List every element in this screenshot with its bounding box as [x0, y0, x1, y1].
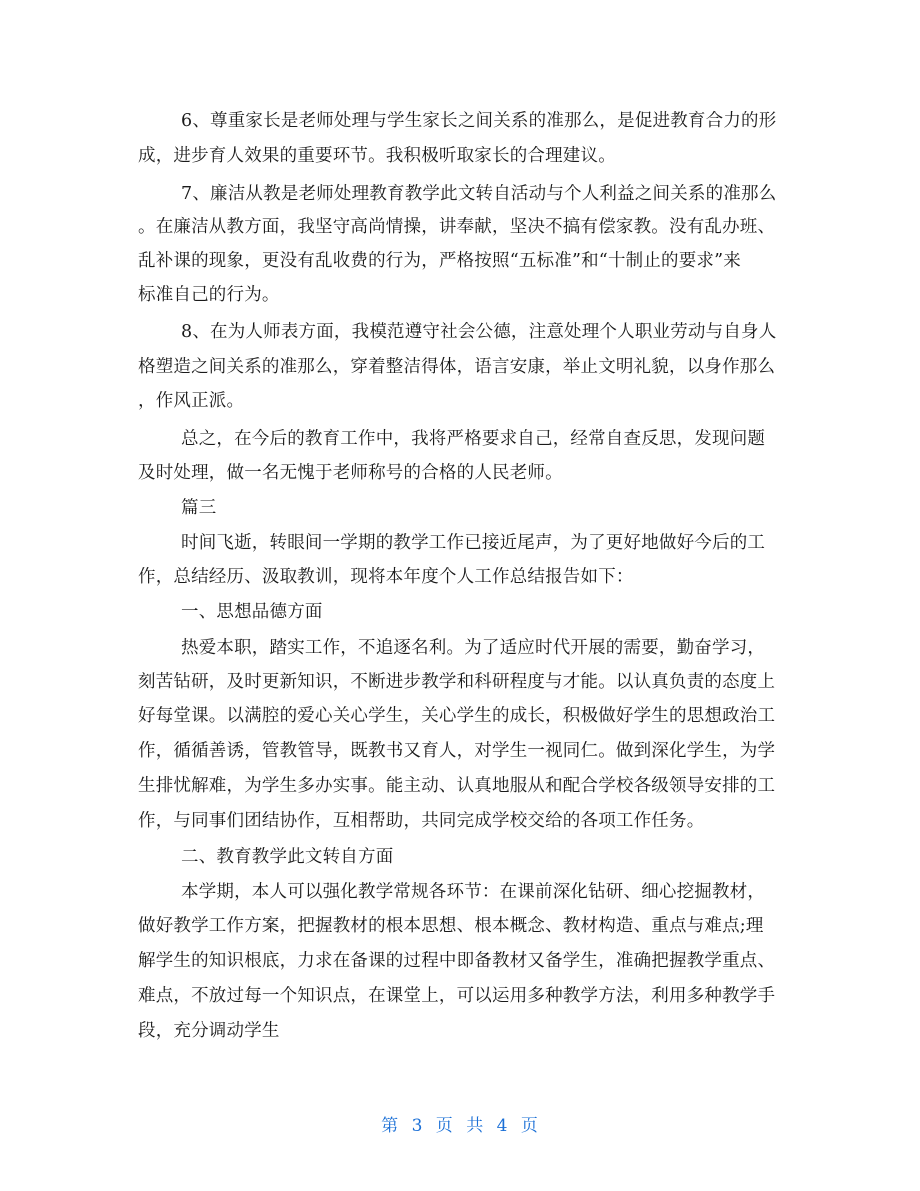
text-line: 作，总结经历、汲取教训，现将本年度个人工作总结报告如下：	[138, 567, 634, 587]
text-line: 8、在为人师表方面，我模范遵守社会公德，注意处理个人职业劳动与自身人	[181, 322, 777, 342]
text-line: 刻苦钻研，及时更新知识，不断进步教学和科研程度与才能。以认真负责的态度上	[138, 672, 776, 692]
text-line: 格塑造之间关系的准那么，穿着整洁得体，语言安康，举止文明礼貌，以身作那么	[138, 357, 776, 377]
text-line: 段，充分调动学生	[138, 1021, 280, 1041]
footer-suffix: 页	[520, 1116, 539, 1136]
total-page-number: 4	[496, 1116, 509, 1136]
text-line: 难点，不放过每一个知识点，在课堂上，可以运用多种教学方法，利用多种教学手	[138, 986, 776, 1006]
text-line: 解学生的知识根底，力求在备课的过程中即备教材又备学生，准确把握教学重点、	[138, 951, 776, 971]
text-line: 标准自己的行为。	[138, 285, 280, 305]
text-line: ，作风正派。	[138, 391, 245, 411]
text-line: 热爱本职，踏实工作，不追逐名利。为了适应时代开展的需要，勤奋学习，	[181, 638, 766, 658]
text-line: 。在廉洁从教方面，我坚守高尚情操，讲奉献，坚决不搞有偿家教。没有乱办班、	[138, 217, 776, 237]
text-line: 及时处理，做一名无愧于老师称号的合格的人民老师。	[138, 463, 563, 483]
text-line: 作，与同事们团结协作，互相帮助，共同完成学校交给的各项工作任务。	[138, 811, 705, 831]
footer-total-label: 共	[466, 1116, 485, 1136]
section-heading: 一、思想品德方面	[181, 602, 323, 622]
text-line: 7、廉洁从教是老师处理教育教学此文转自活动与个人利益之间关系的准那么	[181, 184, 777, 204]
current-page-number: 3	[411, 1116, 424, 1136]
text-line: 作，循循善诱，管教管导，既教书又育人，对学生一视同仁。做到深化学生，为学	[138, 741, 776, 761]
text-line: 好每堂课。以满腔的爱心关心学生，关心学生的成长，积极做好学生的思想政治工	[138, 706, 776, 726]
text-line: 生排忧解难，为学生多办实事。能主动、认真地服从和配合学校各级领导安排的工	[138, 776, 776, 796]
text-line: 6、尊重家长是老师处理与学生家长之间关系的准那么，是促进教育合力的形	[181, 111, 777, 131]
text-line: 本学期，本人可以强化教学常规各环节：在课前深化钻研、细心挖掘教材，	[181, 882, 766, 902]
text-line: 总之，在今后的教育工作中，我将严格要求自己，经常自查反思，发现问题	[181, 429, 766, 449]
section-heading: 篇三	[181, 498, 217, 518]
text-line: 乱补课的现象，更没有乱收费的行为，严格按照“五标准”和“十制止的要求”来	[138, 251, 741, 271]
footer-page-label: 页	[435, 1116, 454, 1136]
text-line: 成，进步育人效果的重要环节。我积极听取家长的合理建议。	[138, 146, 616, 166]
text-line: 做好教学工作方案，把握教材的根本思想、根本概念、教材构造、重点与难点;理	[138, 916, 764, 936]
section-heading: 二、教育教学此文转自方面	[181, 847, 394, 867]
text-line: 时间飞逝，转眼间一学期的教学工作已接近尾声，为了更好地做好今后的工	[181, 533, 766, 553]
footer-prefix: 第	[381, 1116, 400, 1136]
page-number-footer	[0, 1115, 920, 1137]
